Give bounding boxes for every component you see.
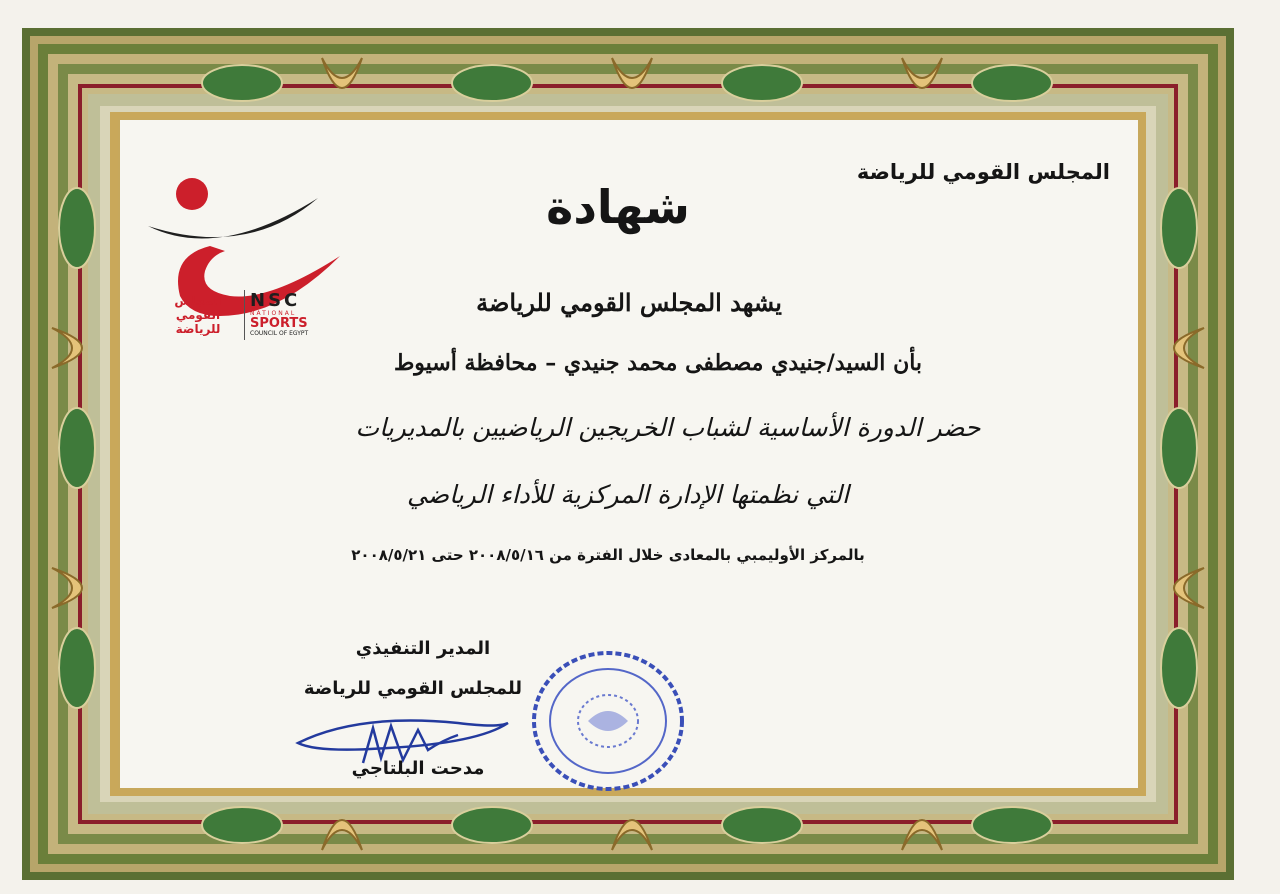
logo-abbreviation: NSC [250,290,301,311]
logo-national-text: NATIONAL [250,310,297,317]
certificate-line-1: يشهد المجلس القومي للرياضة [476,288,782,317]
logo-arabic-name: المجلس القومي للرياضة [174,294,222,336]
certificate-line-2: بأن السيد/جنيدي مصطفى محمد جنيدي – محافظة أسيوط [393,350,923,376]
signatory-name: مدحت البلتاجي [351,758,485,779]
certificate-line-4: التي نظمتها الإدارة المركزية للأداء الرياضي [407,480,849,509]
signatory-organization: للمجلس القومي للرياضة [303,678,523,699]
certificate-line-3: حضر الدورة الأساسية لشباب الخريجين الرياضيين بالمديريات [355,413,981,442]
certificate-body [118,118,1140,790]
official-stamp [528,646,688,796]
logo-sports-text: SPORTS [250,316,308,331]
organization-name: المجلس القومي للرياضة [856,160,1110,184]
signatory-title: المدير التنفيذي [355,638,491,659]
certificate-line-5: بالمركز الأوليمبي بالمعادى خلال الفترة من ٢٠٠٨/٥/١٦ حتى ٢٠٠٨/٥/٢١ [351,546,865,564]
handwritten-signature [293,703,513,773]
certificate [22,28,1234,880]
certificate-title: شهادة [546,180,690,234]
logo-council-text: COUNCIL OF EGYPT [250,330,309,337]
